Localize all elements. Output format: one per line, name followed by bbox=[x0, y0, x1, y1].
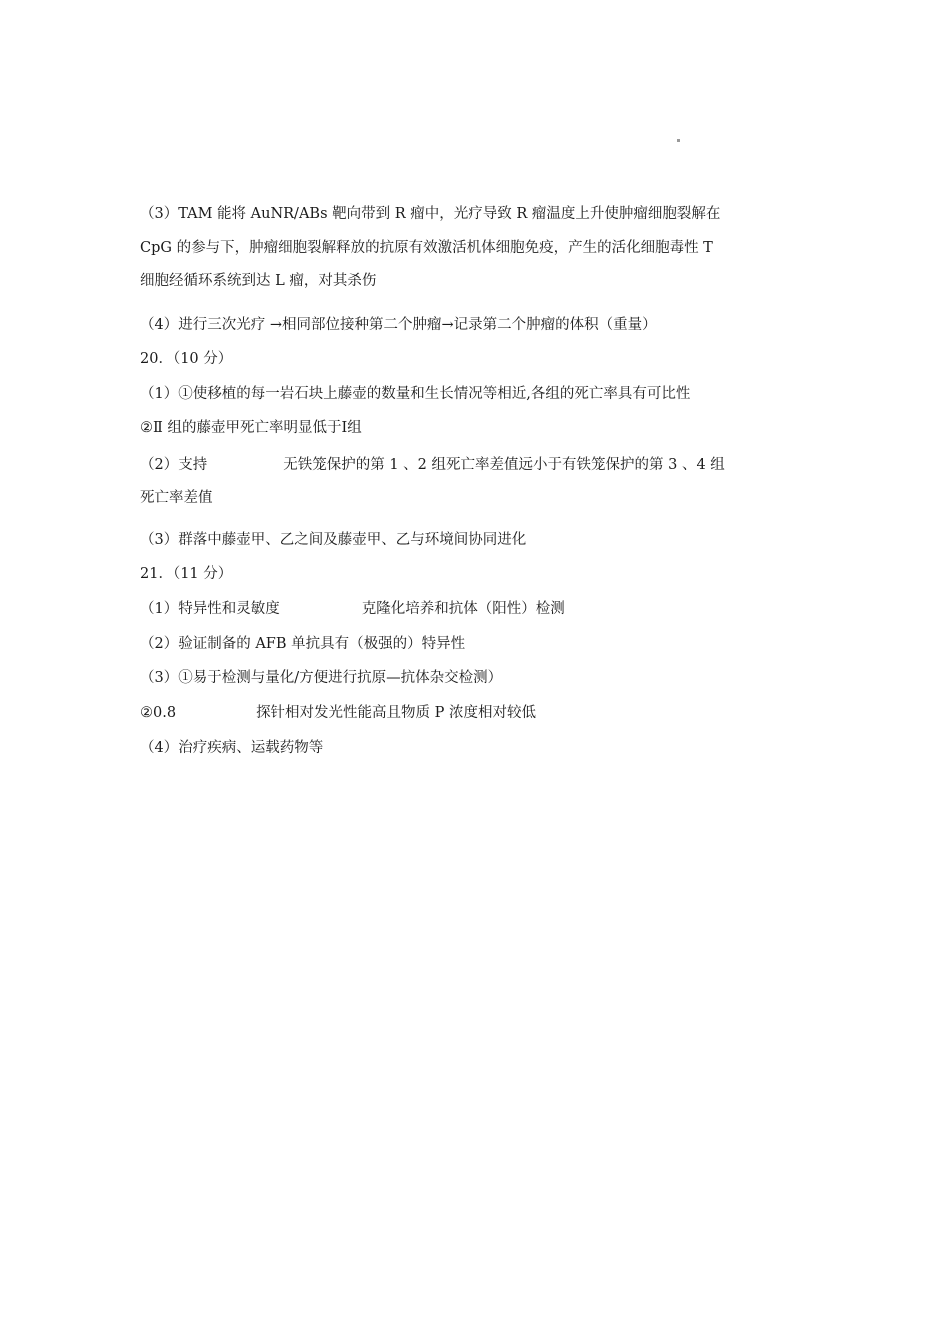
q21-heading: 21．（11 分） bbox=[140, 566, 233, 582]
q20-1-line2: ②Ⅱ 组的藤壶甲死亡率明显低于Ⅰ组 bbox=[140, 420, 362, 436]
q19-3-line2: CpG 的参与下，肿瘤细胞裂解释放的抗原有效激活机体细胞免疫，产生的活化细胞毒性 T bbox=[140, 240, 713, 256]
q21-3-line1: （3）①易于检测与量化/方便进行抗原—抗体杂交检测） bbox=[140, 670, 503, 686]
q20-2-line2: 死亡率差值 bbox=[140, 490, 213, 506]
q20-2-label: （2）支持 bbox=[140, 457, 208, 473]
q21-3-reason: 探针相对发光性能高且物质 P 浓度相对较低 bbox=[256, 705, 537, 721]
q19-3-line3: 细胞经循环系统到达 L 瘤，对其杀伤 bbox=[140, 273, 377, 289]
q20-2-reason: 无铁笼保护的第 1 、2 组死亡率差值远小于有铁笼保护的第 3 、4 组 bbox=[283, 457, 725, 473]
q21-1-line bbox=[140, 599, 565, 619]
q20-2-line1 bbox=[140, 455, 725, 475]
q21-3-line2 bbox=[140, 703, 536, 723]
q21-1-first: （1）特异性和灵敏度 bbox=[140, 601, 280, 617]
q21-2-answer: （2）验证制备的 AFB 单抗具有（极强的）特异性 bbox=[140, 636, 466, 652]
q19-3-line1: （3）TAM 能将 AuNR/ABs 靶向带到 R 瘤中，光疗导致 R 瘤温度上升使肿瘤细胞裂解在 bbox=[140, 206, 721, 222]
q19-4-answer: （4）进行三次光疗 →相同部位接种第二个肿瘤→记录第二个肿瘤的体积（重量） bbox=[140, 317, 657, 333]
q20-heading: 20．（10 分） bbox=[140, 351, 233, 367]
q20-3-answer: （3）群落中藤壶甲、乙之间及藤壶甲、乙与环境间协同进化 bbox=[140, 532, 527, 548]
q21-1-second: 克隆化培养和抗体（阳性）检测 bbox=[361, 601, 565, 617]
page-mark-dot bbox=[677, 139, 680, 142]
q21-4-answer: （4）治疗疾病、运载药物等 bbox=[140, 740, 324, 756]
q20-1-line1: （1）①使移植的每一岩石块上藤壶的数量和生长情况等相近,各组的死亡率具有可比性 bbox=[140, 386, 691, 402]
q21-3-value: ②0.8 bbox=[140, 705, 177, 721]
